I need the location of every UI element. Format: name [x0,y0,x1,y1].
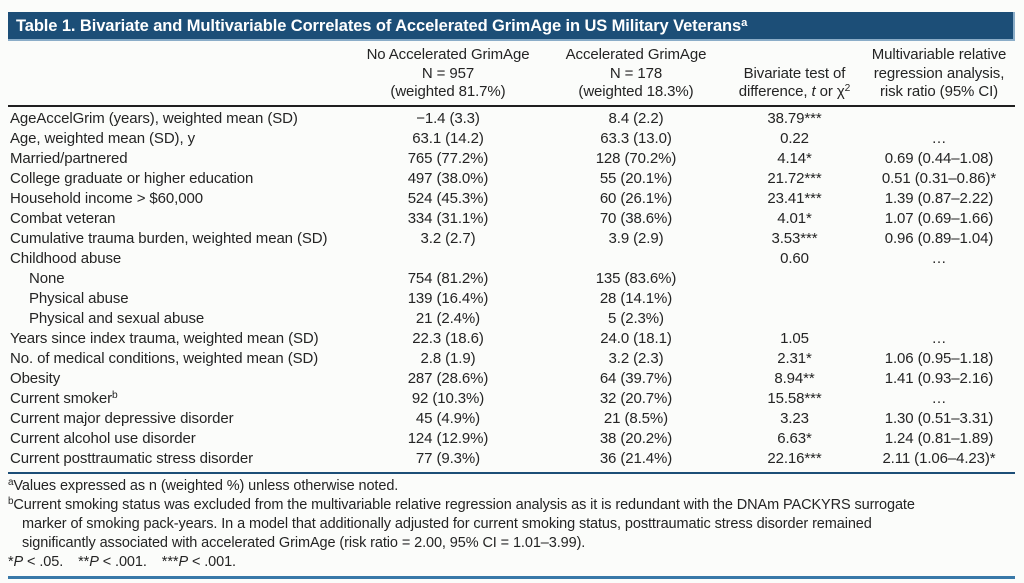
cell-bivariate-test: 0.60 [780,249,809,267]
cell-no-accelerated: 3.2 (2.7) [420,229,476,247]
cell-no-accelerated: 92 (10.3%) [411,389,485,407]
cell-no-accelerated [350,249,546,269]
row-label: Current smoker$^b$ [10,389,118,407]
footnote-b [8,496,1015,553]
table-row [8,249,1015,269]
table-row [8,169,1015,189]
cell-bivariate-test: 15.58*** [767,389,822,407]
row-label: Current alcohol use disorder [10,429,196,447]
cell-risk-ratio: 0.96 (0.89–1.04) [884,229,994,247]
cell-accelerated: 64 (39.7%) [599,369,673,387]
table-row [8,409,1015,429]
cell-bivariate-test [726,269,863,289]
cell-no-accelerated: 765 (77.2%) [407,149,489,167]
cell-bivariate-test: 1.05 [780,329,809,347]
cell-bivariate-test: 21.72*** [767,169,822,187]
cell-accelerated: 128 (70.2%) [595,149,677,167]
row-label: Physical and sexual abuse [29,309,205,327]
cell-accelerated: 24.0 (18.1) [600,329,672,347]
footnote-a-text: Values expressed as n (weighted %) unless otherwise noted. [13,477,399,494]
cell-no-accelerated: 63.1 (14.2) [412,129,484,147]
table-row [8,389,1015,409]
row-label: Household income > $60,000 [10,189,203,207]
cell-bivariate-test: 3.23 [780,409,809,427]
cell-accelerated: 21 (8.5%) [603,409,669,427]
table-row [8,369,1015,389]
row-label: Current posttraumatic stress disorder [10,449,254,467]
figure-bottom-rule [8,576,1015,579]
cell-risk-ratio: 0.69 (0.44–1.08) [884,149,994,167]
table-row [8,209,1015,229]
cell-no-accelerated: 139 (16.4%) [407,289,489,307]
cell-risk-ratio: … [931,249,947,267]
cell-accelerated: 63.3 (13.0) [600,129,672,147]
cell-risk-ratio [863,309,1015,329]
cell-accelerated: 135 (83.6%) [595,269,677,287]
cell-bivariate-test: 8.94** [774,369,815,387]
cell-accelerated: 28 (14.1%) [599,289,673,307]
cell-no-accelerated: 754 (81.2%) [407,269,489,287]
cell-accelerated: 8.4 (2.2) [608,109,664,127]
cell-no-accelerated: 2.8 (1.9) [420,349,476,367]
column-header-row [8,41,1015,107]
table-row [8,149,1015,169]
cell-accelerated: 70 (38.6%) [599,209,673,227]
cell-bivariate-test: 23.41*** [767,189,822,207]
row-label: Obesity [10,369,61,387]
row-label: Age, weighted mean (SD), y [10,129,195,147]
table-row [8,429,1015,449]
cell-accelerated [546,249,726,269]
cell-bivariate-test: 0.22 [780,129,809,147]
cell-risk-ratio: 1.30 (0.51–3.31) [884,409,994,427]
row-label: Physical abuse [29,289,129,307]
footnote-b-line: marker of smoking pack-years. In a model that additionally adjusted for current smoking status, posttraumatic stress disorder remained [22,515,872,532]
footnotes [8,474,1015,572]
cell-bivariate-test: 38.79*** [767,109,822,127]
row-label: No. of medical conditions, weighted mean (SD) [10,349,319,367]
cell-risk-ratio: 1.06 (0.95–1.18) [884,349,994,367]
cell-accelerated: 3.9 (2.9) [608,229,664,247]
cell-no-accelerated: 287 (28.6%) [407,369,489,387]
column-header-bivariate-test: Bivariate test of difference, t or $\chi^2$ [738,64,851,100]
table-row [8,189,1015,209]
cell-risk-ratio: … [931,389,947,407]
cell-accelerated: 55 (20.1%) [599,169,673,187]
cell-bivariate-test: 2.31* [777,349,812,367]
row-label: College graduate or higher education [10,169,254,187]
significance-note [8,553,1015,572]
table-row [8,289,1015,309]
table-row [8,109,1015,129]
column-header-accelerated: Accelerated GrimAge N = 178 (weighted 18.3%) [565,46,707,100]
cell-no-accelerated: 21 (2.4%) [415,309,481,327]
cell-risk-ratio: … [931,129,947,147]
cell-bivariate-test [726,289,863,309]
cell-accelerated: 60 (26.1%) [599,189,673,207]
sig-item: ***P < .001. [161,553,236,570]
row-label: Married/partnered [10,149,128,167]
table-title: Table 1. Bivariate and Multivariable Correlates of Accelerated GrimAge in US Military Veterans [16,17,742,35]
row-label: Current major depressive disorder [10,409,234,427]
cell-bivariate-test: 22.16*** [767,449,822,467]
cell-bivariate-test: 6.63* [777,429,812,447]
cell-no-accelerated: 22.3 (18.6) [412,329,484,347]
cell-bivariate-test: 4.01* [777,209,812,227]
table-row [8,309,1015,329]
cell-bivariate-test: 3.53*** [771,229,818,247]
cell-no-accelerated: −1.4 (3.3) [416,109,480,127]
footnote-a-marker: a [8,477,14,489]
cell-no-accelerated: 524 (45.3%) [407,189,489,207]
cell-no-accelerated: 77 (9.3%) [415,449,481,467]
row-label: Years since index trauma, weighted mean (SD) [10,329,319,347]
cell-no-accelerated: 124 (12.9%) [407,429,489,447]
cell-risk-ratio: 0.51 (0.31–0.86)* [881,169,997,187]
cell-accelerated: 32 (20.7%) [599,389,673,407]
cell-accelerated: 38 (20.2%) [599,429,673,447]
table-row [8,129,1015,149]
table-title-superscript: a [741,16,748,29]
cell-no-accelerated: 334 (31.1%) [407,209,489,227]
cell-bivariate-test: 4.14* [777,149,812,167]
cell-risk-ratio: 1.39 (0.87–2.22) [884,189,994,207]
row-label: Cumulative trauma burden, weighted mean (SD) [10,229,328,247]
table-row [8,349,1015,369]
table-row [8,229,1015,249]
table-body [8,107,1015,469]
row-label: Childhood abuse [10,249,122,267]
cell-no-accelerated: 45 (4.9%) [415,409,481,427]
cell-bivariate-test [726,309,863,329]
column-header-multivariable: Multivariable relative regression analysis, risk ratio (95% CI) [871,46,1007,100]
row-label: None [29,269,65,287]
row-label: AgeAccelGrim (years), weighted mean (SD) [10,109,298,127]
column-header-no-accelerated: No Accelerated GrimAge N = 957 (weighted 81.7%) [366,46,530,100]
cell-risk-ratio: 1.41 (0.93–2.16) [884,369,994,387]
cell-risk-ratio [863,109,1015,129]
cell-accelerated: 3.2 (2.3) [608,349,664,367]
footnote-a [8,477,1015,496]
row-label: Combat veteran [10,209,116,227]
cell-risk-ratio [863,269,1015,289]
cell-risk-ratio: 1.24 (0.81–1.89) [884,429,994,447]
cell-risk-ratio [863,289,1015,309]
cell-risk-ratio: 1.07 (0.69–1.66) [884,209,994,227]
cell-accelerated: 5 (2.3%) [608,309,664,327]
footnote-b-line: $^b$Current smoking status was excluded from the multivariable relative regression analysis as it is redundant with the DNAm PACKYRS surrogate [8,496,915,513]
sig-item: **P < .001. [78,553,147,570]
footnote-b-line: significantly associated with accelerated GrimAge (risk ratio = 2.00, 95% CI = 1.01–3.99). [22,534,586,551]
table-row [8,329,1015,349]
cell-accelerated: 36 (21.4%) [599,449,673,467]
cell-risk-ratio: 2.11 (1.06–4.23)* [882,449,996,467]
cell-no-accelerated: 497 (38.0%) [407,169,489,187]
table-row [8,449,1015,469]
table-title-bar [8,12,1015,41]
table-row [8,269,1015,289]
sig-item: *P < .05. [8,553,64,570]
cell-risk-ratio: … [931,329,947,347]
